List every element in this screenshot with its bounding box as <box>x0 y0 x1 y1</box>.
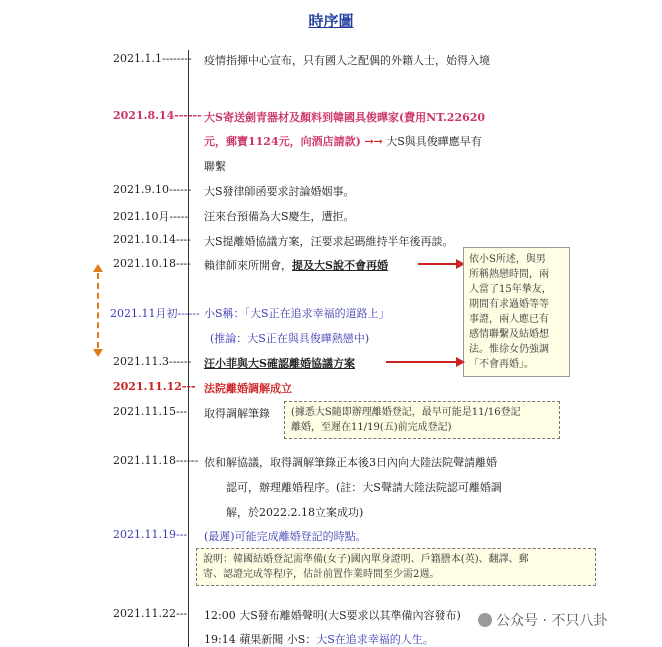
event-text-line3: 解，於2022.2.18立案成功) <box>226 506 364 519</box>
page-title: 時序圖 <box>308 12 354 30</box>
date-2021-1-1: 2021.1.1-------- <box>113 52 192 65</box>
date-label: 2021.11.22 <box>113 607 176 620</box>
event-text: 疫情指揮中心宣布，只有國人之配偶的外籍人士，始得入境 <box>204 54 490 67</box>
event-text-part: 19:14 蘋果新聞 小S： <box>204 633 317 646</box>
date-2021-11-12: 2021.11.12--- <box>113 380 196 393</box>
double-arrow-icon: →→ <box>364 135 383 148</box>
date-2021-8-14: 2021.8.14------ <box>113 109 202 122</box>
event-text-part: 元，郵寶1124元，向酒店請款) <box>204 135 361 148</box>
note-text: 依小S所述，與男 所稱熱戀時間，兩 人當了15年摯友， 期間有求過婚等等 事證，兩人應已有 感情聯繫及結婚想 法。惟徐女仍強調 「不會再婚」。 <box>469 254 552 370</box>
date-2021-11-18: 2021.11.18------ <box>113 454 199 467</box>
date-label: 2021.11.19 <box>113 528 176 541</box>
event-text: 大S發律師函要求討論婚姻事。 <box>204 185 355 198</box>
watermark-text: 公众号 · 不只八卦 <box>496 613 608 629</box>
date-2021-11-3: 2021.11.3------ <box>113 355 192 368</box>
event-text-line2: (推論：大S正在與具俊曄熱戀中) <box>210 332 370 345</box>
event-text: 依和解協議，取得調解筆錄正本後3日內向大陸法院聲請離婚 <box>204 456 497 469</box>
event-text-part: (最遲)可能完成離婚登記的時點。 <box>204 530 367 543</box>
event-text: 法院離婚調解成立 <box>204 382 292 395</box>
event-text-line2 <box>204 133 482 149</box>
watermark <box>474 608 611 632</box>
date-2021-11-19: 2021.11.19--- <box>113 528 188 541</box>
up-arrow-icon <box>93 264 103 272</box>
timeline-axis <box>188 50 189 647</box>
date-label: 2021.11.3 <box>113 355 169 368</box>
date-label: 2021.10.18 <box>113 257 176 270</box>
date-label: 2021.11月初 <box>110 307 178 320</box>
event-text: 大S提離婚協議方案，汪要求起碼維持半年後再談。 <box>204 235 454 248</box>
event-text-emphasis: 提及大S說不會再婚 <box>292 259 388 272</box>
event-text-part: 大S在追求幸福的人生。 <box>316 633 434 646</box>
note-text: (據悉大S隨即辦理離婚登記，最早可能是11/16登記 離婚，至遲在11/19(五)前完成登記) <box>291 407 521 433</box>
date-2021-10-18: 2021.10.18---- <box>113 257 191 270</box>
event-text: 取得調解筆錄 <box>204 407 270 420</box>
wechat-icon <box>478 613 492 627</box>
note-box-1119 <box>196 548 596 586</box>
event-text <box>204 257 388 273</box>
date-2021-11-15: 2021.11.15--- <box>113 405 188 418</box>
date-2021-11-22: 2021.11.22--- <box>113 607 188 620</box>
date-label: 2021.11.12 <box>113 380 182 393</box>
down-arrow-icon <box>93 349 103 357</box>
note-text: 說明：韓國結婚登記需準備(女子)國內單身證明、戶籍謄本(英)、翻譯、郵 寄、認證完成等程序，估計前置作業時間至少需2週。 <box>203 554 529 580</box>
event-text-part: 大S與具俊曄應早有 <box>386 135 482 148</box>
event-text-line3: 聯繫 <box>204 160 226 173</box>
date-label: 2021.10.14 <box>113 233 176 246</box>
date-label: 2021.1.1 <box>113 52 162 65</box>
red-arrow-icon <box>456 357 465 367</box>
date-label: 2021.11.15 <box>113 405 176 418</box>
date-label: 2021.10月 <box>113 210 170 223</box>
event-text: 小S稱：「大S正在追求幸福的道路上」 <box>204 307 390 320</box>
event-text: 大S寄送劍青器材及顏料到韓國具俊曄家(費用NT.22620 <box>204 111 486 124</box>
date-label: 2021.8.14 <box>113 109 175 122</box>
event-text-line2: 認可，辦理離婚程序。(註：大S聲請大陸法院認可離婚調 <box>226 481 502 494</box>
event-text-part: 賴律師來所開會， <box>204 259 292 272</box>
event-text <box>204 528 367 544</box>
date-2021-10: 2021.10月----- <box>113 210 189 223</box>
red-arrow-line <box>386 361 458 363</box>
event-text-line2 <box>204 631 434 647</box>
note-box-1115 <box>284 401 560 439</box>
note-box-right <box>463 247 570 377</box>
date-label: 2021.11.18 <box>113 454 176 467</box>
event-text: 12:00 大S發布離婚聲明(大S要求以其準備內容發布) <box>204 609 461 622</box>
date-2021-10-14: 2021.10.14---- <box>113 233 191 246</box>
date-label: 2021.9.10 <box>113 183 169 196</box>
date-2021-9-10: 2021.9.10------ <box>113 183 192 196</box>
event-text: 汪小菲與大S確認離婚協議方案 <box>204 357 355 370</box>
orange-dashed-line <box>97 273 99 348</box>
red-arrow-line <box>418 263 458 265</box>
date-2021-11-early: 2021.11月初------ <box>110 307 200 320</box>
event-text: 汪來台預備為大S慶生，遭拒。 <box>204 210 355 223</box>
